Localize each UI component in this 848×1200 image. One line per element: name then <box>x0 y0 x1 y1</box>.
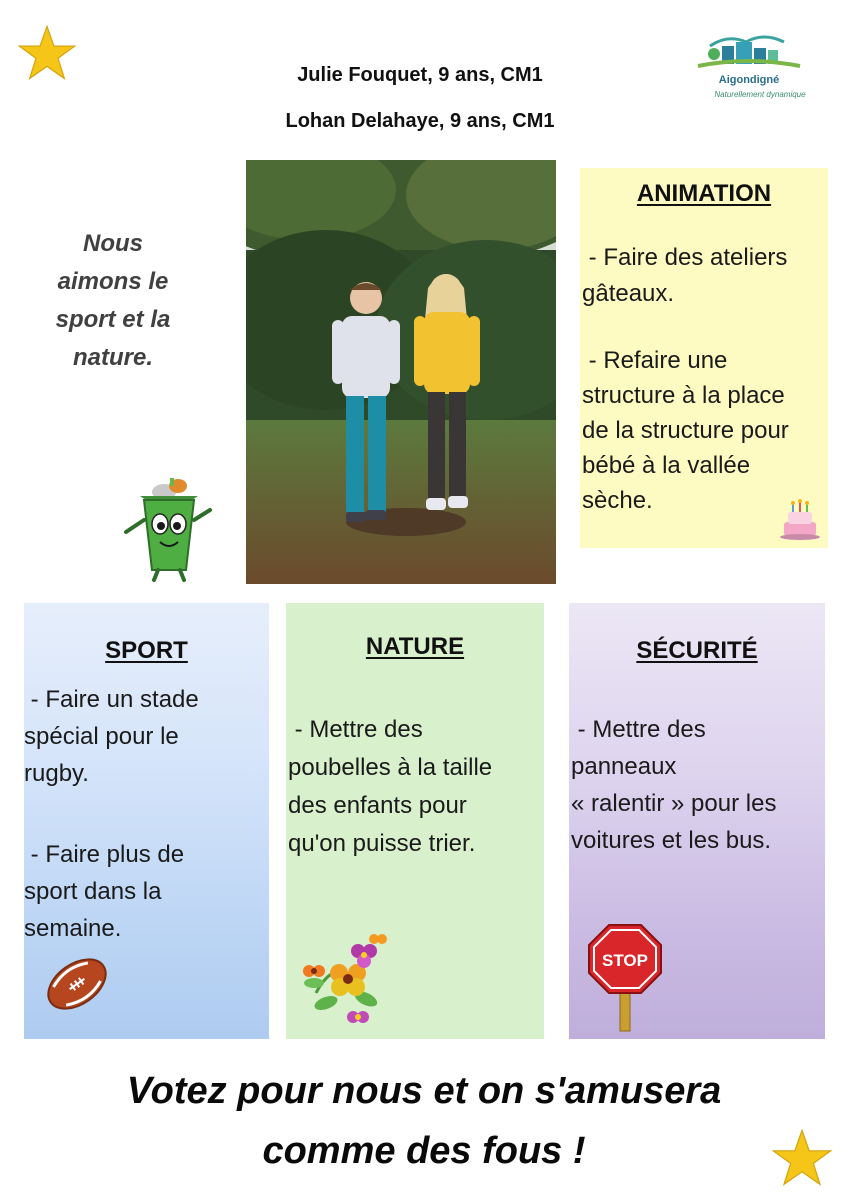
nature-item-1 <box>288 711 544 863</box>
text-line: - Mettre des <box>288 716 423 743</box>
animation-item-1 <box>582 240 826 312</box>
text-line: - Refaire une <box>582 347 728 374</box>
sport-item-1 <box>24 681 269 792</box>
securite-box <box>569 603 825 1039</box>
text-line: sèche. <box>582 487 653 514</box>
text-line: « ralentir » pour les <box>571 790 777 817</box>
text-line: sport dans la <box>24 878 162 905</box>
text-line: rugby. <box>24 760 89 787</box>
text-line: gâteaux. <box>582 280 675 307</box>
town-logo-name: Aigondigné <box>718 74 780 86</box>
animation-box <box>580 168 828 548</box>
text-line: panneaux <box>571 753 677 780</box>
securite-title: SÉCURITÉ <box>636 637 758 664</box>
recycling-bin-mascot-icon <box>112 470 222 585</box>
town-logo <box>688 24 810 104</box>
text-line: des enfants pour <box>288 792 467 819</box>
text-line: bébé à la vallée <box>582 452 751 479</box>
town-logo-icon <box>688 24 810 76</box>
text-line: qu'on puisse trier. <box>288 830 476 857</box>
flowers-icon <box>296 933 396 1029</box>
tagline-line: nature. <box>72 344 153 371</box>
nature-title: NATURE <box>365 633 465 660</box>
town-logo-tagline: Naturellement dynamique <box>714 90 806 99</box>
tagline-line: aimons le <box>57 268 169 295</box>
author-name-julie: Julie Fouquet, 9 ans, CM1 <box>297 64 543 86</box>
footer-slogan-line-1: Votez pour nous et on s'amusera <box>126 1070 722 1112</box>
footer-slogan-line-2: comme des fous ! <box>262 1130 586 1172</box>
animation-item-2 <box>582 343 826 518</box>
text-line: voitures et les bus. <box>571 827 772 854</box>
animation-title: ANIMATION <box>636 180 772 207</box>
text-line: - Faire des ateliers <box>582 244 788 271</box>
text-line: - Faire plus de <box>24 841 185 868</box>
text-line: semaine. <box>24 915 122 942</box>
text-line: - Faire un stade <box>24 686 199 713</box>
stop-sign-icon <box>587 923 663 1033</box>
securite-item-1 <box>571 711 825 859</box>
text-line: spécial pour le <box>24 723 179 750</box>
rugby-ball-icon <box>42 951 112 1017</box>
candidates-tagline <box>28 225 198 377</box>
text-line: poubelles à la taille <box>288 754 493 781</box>
stop-sign-text: STOP <box>602 951 648 970</box>
tagline-line: sport et la <box>55 306 171 333</box>
birthday-cake-icon <box>778 498 822 542</box>
author-name-lohan: Lohan Delahaye, 9 ans, CM1 <box>285 110 555 132</box>
tagline-line: Nous <box>83 230 143 257</box>
text-line: de la structure pour <box>582 417 789 444</box>
sport-box <box>24 603 269 1039</box>
candidates-photo <box>246 160 556 584</box>
sport-title: SPORT <box>105 637 188 664</box>
sport-item-2 <box>24 836 269 947</box>
text-line: - Mettre des <box>571 716 706 743</box>
text-line: structure à la place <box>582 382 785 409</box>
star-icon <box>18 24 76 82</box>
nature-box <box>286 603 544 1039</box>
